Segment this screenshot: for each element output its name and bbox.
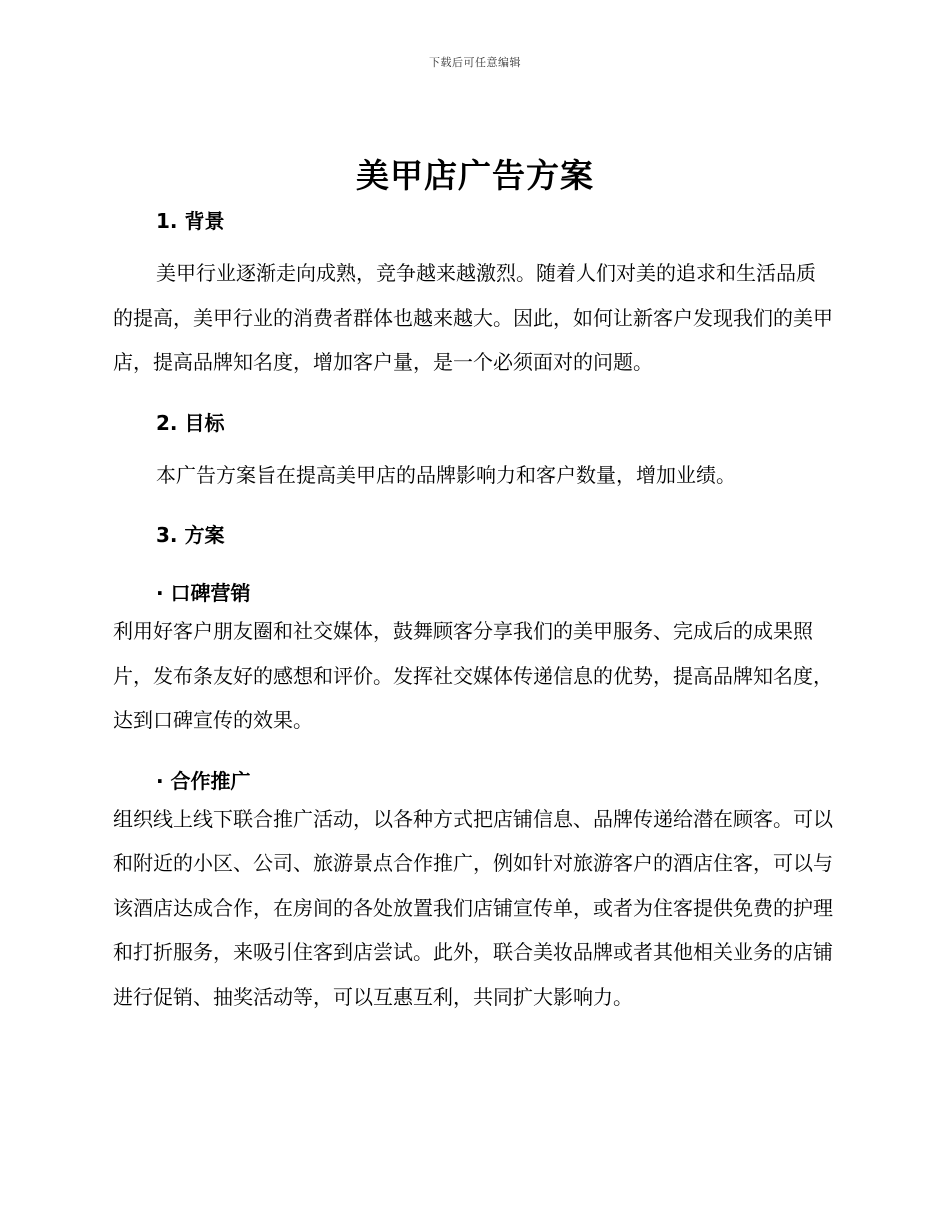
- section-paragraph-goal: 本广告方案旨在提高美甲店的品牌影响力和客户数量，增加业绩。: [156, 462, 736, 487]
- item-heading-word-of-mouth: · 口碑营销: [156, 581, 251, 605]
- section-heading-background: 1. 背景: [156, 209, 225, 233]
- section-heading-plan: 3. 方案: [156, 523, 225, 547]
- section-heading-goal: 2. 目标: [156, 410, 225, 435]
- document-title: 美甲店广告方案: [356, 156, 594, 195]
- item-heading-partnership: · 合作推广: [156, 768, 251, 793]
- item-paragraph-word-of-mouth: 利用好客户朋友圈和社交媒体，鼓舞顾客分享我们的美甲服务、完成后的成果照片，发布条友好的感想和评价。发挥社交媒体传递信息的优势，提高品牌知名度，达到口碑宣传的效果。: [113, 619, 833, 732]
- header-note: 下载后可任意编辑: [429, 56, 521, 69]
- document-body: [113, 205, 833, 1019]
- section-paragraph-background: 美甲行业逐渐走向成熟，竞争越来越激烈。随着人们对美的追求和生活品质的提高，美甲行业的消费者群体也越来越大。因此，如何让新客户发现我们的美甲店，提高品牌知名度，增加客户量，是一个必须面对的问题。: [113, 261, 833, 374]
- item-paragraph-partnership: 组织线上线下联合推广活动，以各种方式把店铺信息、品牌传递给潜在顾客。可以和附近的小区、公司、旅游景点合作推广，例如针对旅游客户的酒店住客，可以与该酒店达成合作，在房间的各处放置我们店铺宣传单，或者为住客提供免费的护理和打折服务，来吸引住客到店尝试。此外，联合美妆品牌或者其他相关业务的店铺进行促销、抽奖活动等，可以互惠互利，共同扩大影响力。: [113, 806, 833, 1009]
